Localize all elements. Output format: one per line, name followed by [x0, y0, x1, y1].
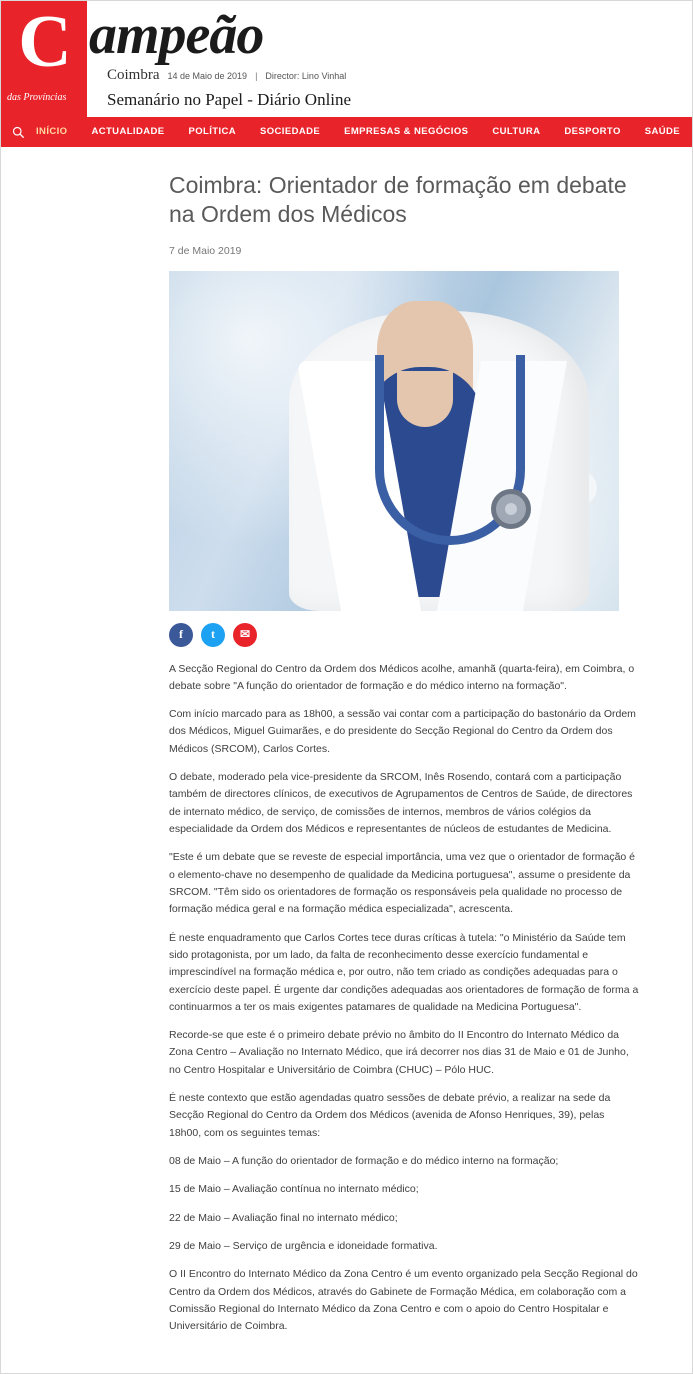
article-paragraph: 29 de Maio – Serviço de urgência e idoneidade formativa.	[169, 1239, 438, 1252]
search-icon[interactable]	[11, 126, 24, 138]
masthead-city: Coimbra	[107, 67, 160, 83]
nav-item-cultura[interactable]: CULTURA	[492, 126, 541, 137]
nav-item-saude[interactable]: SAÚDE	[644, 126, 680, 137]
article-paragraph: Recorde-se que este é o primeiro debate prévio no âmbito do II Encontro do Internato Médico da Zona Centro – Avaliação no Internato Médico, que irá decorrer nos dias 31 de Maio e 01 de Junho, no Centro Hospitalar e Universitário de Coimbra (CHUC) – Pólo HUC.	[169, 1029, 629, 1076]
twitter-share-button[interactable]: t	[201, 623, 225, 647]
article-hero-image	[169, 271, 619, 611]
masthead-meta	[107, 67, 692, 84]
social-share-row	[169, 623, 650, 647]
masthead-date: 14 de Maio de 2019	[167, 71, 248, 81]
nav-item-sociedade[interactable]: SOCIEDADE	[260, 126, 321, 137]
article-paragraph: 08 de Maio – A função do orientador de formação e do médico interno na formação;	[169, 1155, 559, 1167]
email-share-button[interactable]: ✉	[233, 623, 257, 647]
article-publish-date: 7 de Maio 2019	[169, 244, 242, 257]
article-paragraph: O II Encontro do Internato Médico da Zona Centro é um evento organizado pela Secção Regional do Centro da Ordem dos Médicos, através do Gabinete de Formação Médica, em colaboração com a Comissão Regional do Internato Médico da Zona Centro e com o apoio do Centro Hospitalar e Universitário de Coimbra.	[169, 1268, 638, 1333]
logo-subtitle: das Províncias	[7, 92, 67, 103]
article-paragraph: O debate, moderado pela vice-presidente da SRCOM, Inês Rosendo, contará com a participação também de directores clínicos, de executivos de Agrupamentos de Centros de Saúde, de directores de internato médico, de serviço, de comissões de internos, membros de vários colégios da especialidade da Ordem dos Médicos e representantes de núcleos de estudantes de Medicina.	[169, 771, 633, 835]
masthead-tagline: Semanário no Papel - Diário Online	[107, 90, 352, 109]
nav-item-empresas-negocios[interactable]: EMPRESAS & NEGÓCIOS	[344, 126, 469, 137]
nav-item-politica[interactable]: POLÍTICA	[188, 126, 237, 137]
article-container	[1, 147, 692, 1373]
masthead	[1, 1, 692, 117]
article-paragraph: É neste enquadramento que Carlos Cortes tece duras críticas à tutela: "o Ministério da Saúde tem sido protagonista, por um lado, da falta de reconhecimento desse exercício fundamental e imprescindível na formação médica e, por outro, não tem criado as condições adequadas para o exercício deste papel. É urgente dar condições adequadas aos orientadores de formação de forma a continuarmos a ter os mais exigentes patamares de qualidade na Medicina Portuguesa".	[169, 931, 639, 1013]
article-paragraph: 15 de Maio – Avaliação contínua no internato médico;	[169, 1183, 419, 1196]
masthead-separator: |	[255, 71, 258, 81]
logo-letter: C	[18, 1, 70, 83]
article-paragraph: "Este é um debate que se reveste de especial importância, uma vez que o orientador de formação é o elemento-chave no desempenho de qualidade da Medicina portuguesa", assume o presidente da SRCOM. "Têm sido os orientadores de formação os responsáveis pela qualidade no processo de formação médica geral e na formação médica especializada", acrescenta.	[169, 851, 635, 916]
article-paragraph: Com início marcado para as 18h00, a sessão vai contar com a participação do bastonário da Ordem dos Médicos, Miguel Guimarães, e do presidente do Secção Regional do Centro da Ordem dos Médicos (SRCOM), Carlos Cortes.	[169, 708, 636, 755]
article-body	[169, 661, 639, 1336]
site-wordmark: ampeão	[89, 4, 264, 66]
article-paragraph: É neste contexto que estão agendadas quatro sessões de debate prévio, a realizar na sede da Secção Regional do Centro da Ordem dos Médicos (avenida de Afonso Henriques, 39), pelas 18h00, com os seguintes temas:	[169, 1092, 611, 1139]
masthead-director: Director: Lino Vinhal	[265, 71, 347, 81]
article-paragraph: A Secção Regional do Centro da Ordem dos Médicos acolhe, amanhã (quarta-feira), em Coimbra, o debate sobre "A função do orientador de formação e do médico interno na formação".	[169, 662, 635, 692]
logo-block[interactable]	[1, 1, 87, 117]
main-navigation	[1, 117, 692, 147]
stethoscope-chestpiece-icon	[491, 489, 531, 529]
masthead-text-block	[87, 1, 692, 117]
nav-item-desporto[interactable]: DESPORTO	[564, 126, 621, 137]
nav-item-inicio[interactable]: INÍCIO	[36, 126, 68, 137]
article-paragraph: 22 de Maio – Avaliação final no internato médico;	[169, 1211, 398, 1224]
nav-item-actualidade[interactable]: ACTUALIDADE	[91, 126, 165, 137]
facebook-share-button[interactable]: f	[169, 623, 193, 647]
page-title: Coimbra: Orientador de formação em debate na Ordem dos Médicos	[169, 172, 627, 227]
